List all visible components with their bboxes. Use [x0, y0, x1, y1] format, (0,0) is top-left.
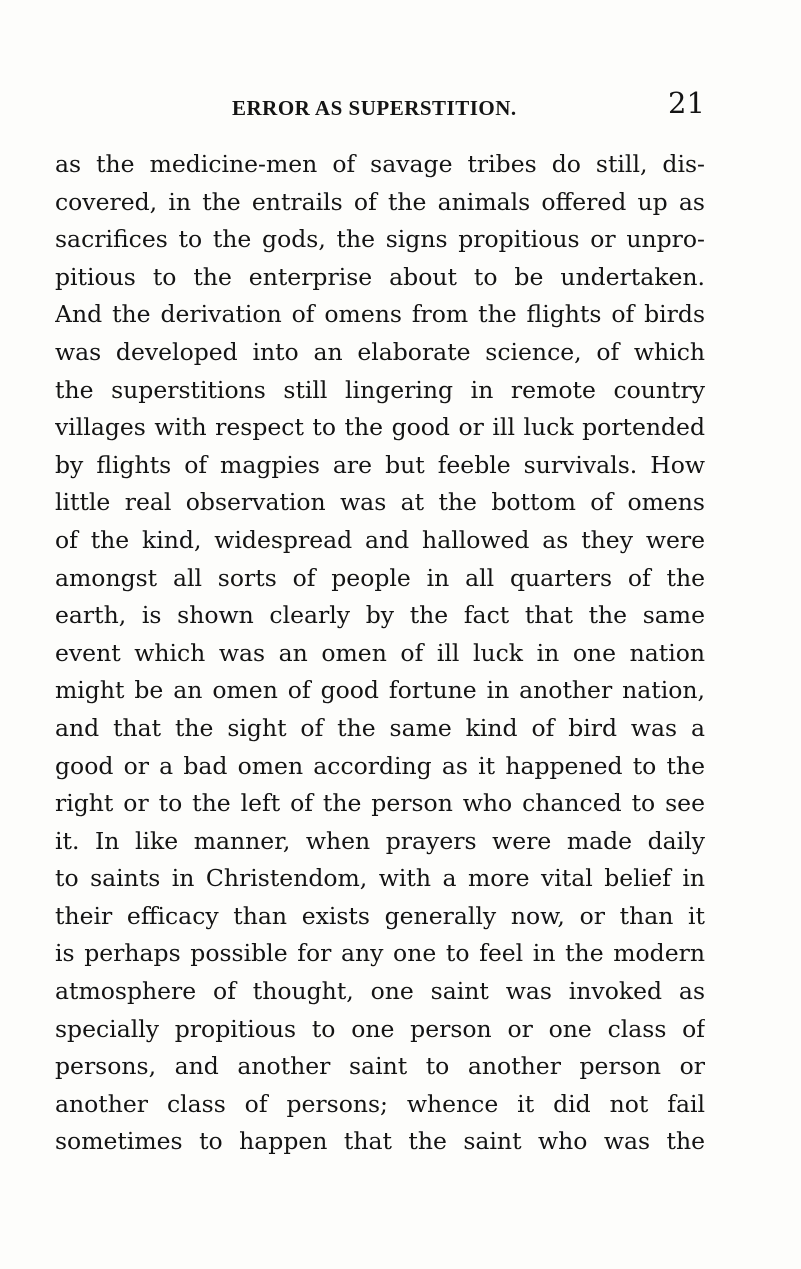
text-line: persons, and another saint to another person or — [55, 1052, 705, 1081]
text-line: atmosphere of thought, one saint was invoked as — [55, 977, 705, 1006]
body-text — [55, 146, 705, 1161]
text-line: And the derivation of omens from the flights of birds — [55, 300, 705, 329]
text-line: sometimes to happen that the saint who was the — [55, 1127, 705, 1156]
running-head-title: ERROR AS SUPERSTITION. — [232, 96, 517, 120]
text-line: is perhaps possible for any one to feel in the modern — [55, 939, 705, 968]
text-line: event which was an omen of ill luck in one nation — [55, 638, 705, 667]
text-line: to saints in Christendom, with a more vital belief in — [55, 864, 705, 893]
text-line: villages with respect to the good or ill luck portended — [55, 413, 705, 442]
text-line: another class of persons; whence it did not fail — [55, 1089, 705, 1118]
text-line: the superstitions still lingering in remote country — [55, 375, 705, 404]
text-line: sacrifices to the gods, the signs propitious or unpro- — [55, 225, 705, 254]
text-line: of the kind, widespread and hallowed as they were — [55, 525, 705, 554]
text-line: it. In like manner, when prayers were made daily — [55, 826, 705, 855]
text-line: little real observation was at the bottom of omens — [55, 488, 705, 517]
text-line: and that the sight of the same kind of bird was a — [55, 713, 705, 742]
text-line: earth, is shown clearly by the fact that the same — [55, 601, 705, 630]
text-line: their efficacy than exists generally now, or than it — [55, 901, 705, 930]
text-line: good or a bad omen according as it happened to the — [55, 751, 705, 780]
text-line: right or to the left of the person who chanced to see — [55, 789, 705, 818]
text-line: was developed into an elaborate science, of which — [55, 337, 705, 366]
text-line: by flights of magpies are but feeble survivals. How — [55, 450, 705, 479]
text-line: covered, in the entrails of the animals offered up as — [55, 187, 705, 216]
page-number: 21 — [668, 86, 705, 120]
text-line: as the medicine-men of savage tribes do still, dis- — [55, 150, 705, 178]
text-line: amongst all sorts of people in all quarters of the — [55, 563, 705, 592]
text-line: might be an omen of good fortune in another nation, — [55, 676, 705, 705]
text-line: pitious to the enterprise about to be undertaken. — [55, 262, 705, 291]
text-line: specially propitious to one person or one class of — [55, 1014, 705, 1043]
